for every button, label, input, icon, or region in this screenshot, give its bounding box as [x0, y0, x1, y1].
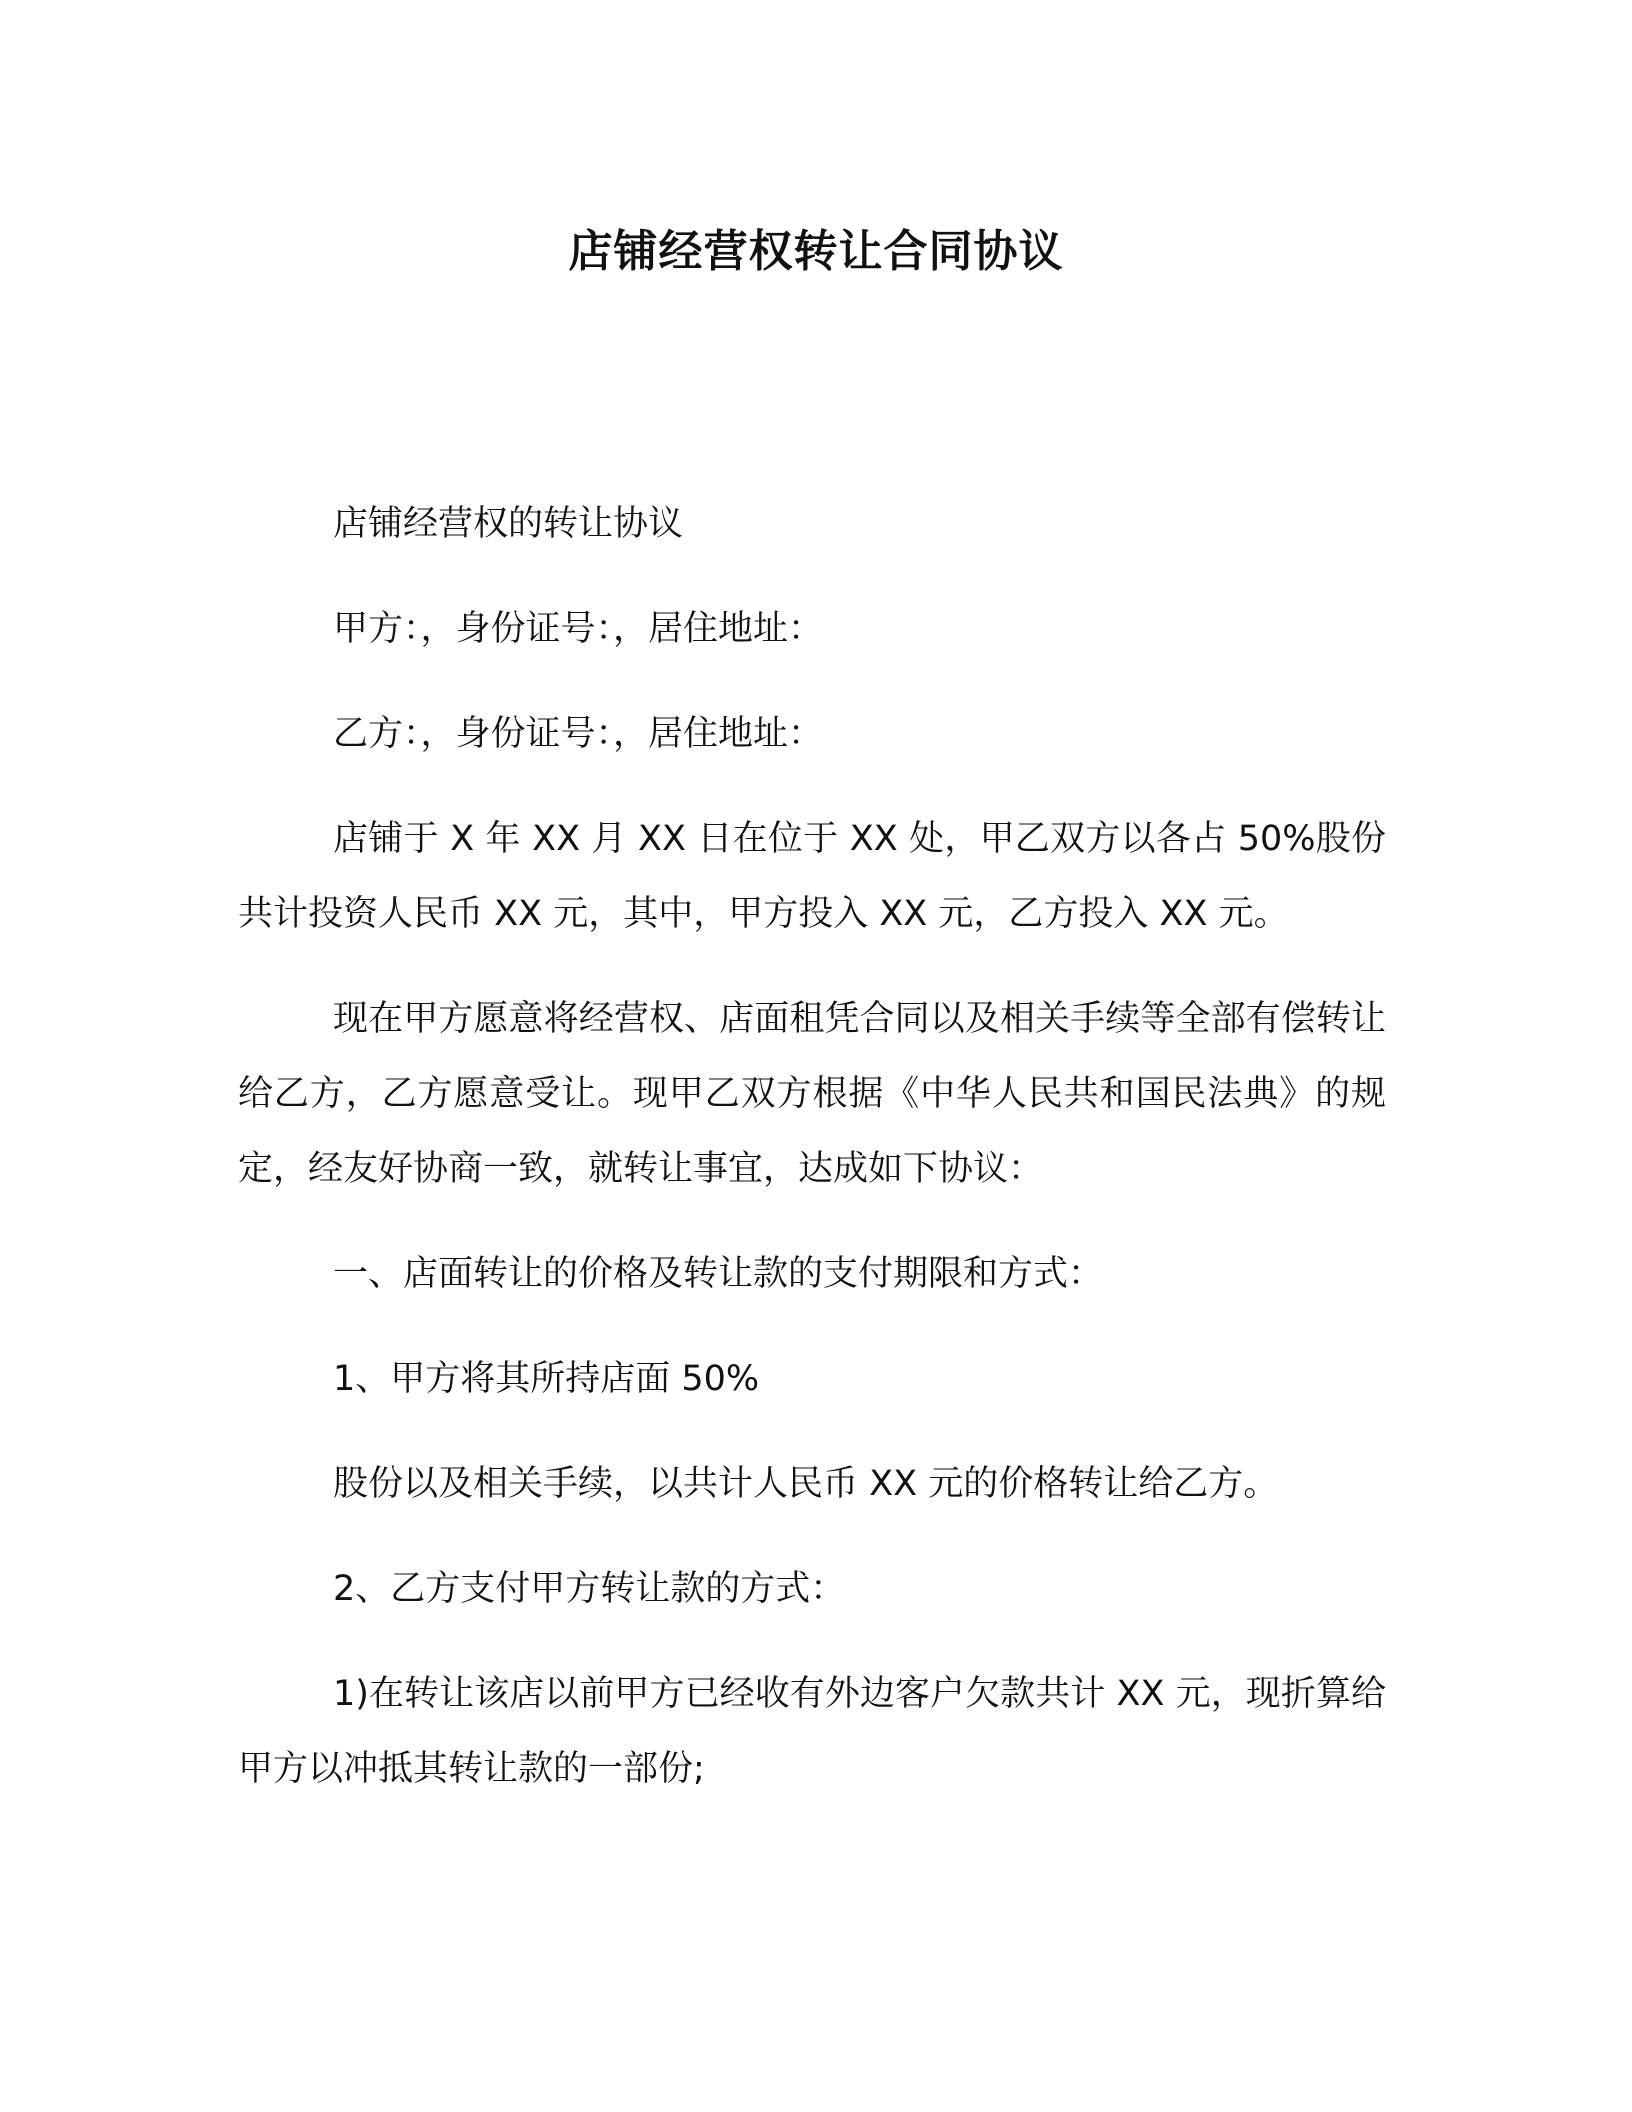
- clause-2: 2、乙方支付甲方转让款的方式：: [333, 1569, 846, 1609]
- paragraph-intent: 现在甲方愿意将经营权、店面租凭合同以及相关手续等全部有偿转让给乙方，乙方愿意受让。现甲乙双方根据《中华人民共和国民法典》的规定，经友好协商一致，就转让事宜，达成如下协议：: [238, 999, 1386, 1189]
- paragraph-party-b: 乙方：，身份证号：，居住地址：: [333, 714, 824, 754]
- clause-1-continued: 股份以及相关手续，以共计人民币 XX 元的价格转让给乙方。: [333, 1464, 1279, 1504]
- paragraph-party-a: 甲方：，身份证号：，居住地址：: [333, 609, 824, 649]
- section-heading-1: 一、店面转让的价格及转让款的支付期限和方式：: [333, 1254, 1104, 1294]
- clause-1: 1、甲方将其所持店面 50%: [333, 1359, 760, 1399]
- document-title: 店铺经营权转让合同协议: [568, 226, 1064, 277]
- clause-2-item-1: 1)在转让该店以前甲方已经收有外边客户欠款共计 XX 元，现折算给甲方以冲抵其转让款的一部份;: [238, 1674, 1386, 1789]
- paragraph-subtitle: 店铺经营权的转让协议: [333, 504, 684, 544]
- paragraph-investment: 店铺于 X 年 XX 月 XX 日在位于 XX 处，甲乙双方以各占 50%股份共计投资人民币 XX 元，其中，甲方投入 XX 元，乙方投入 XX 元。: [238, 819, 1386, 934]
- document-body: [238, 487, 1386, 1837]
